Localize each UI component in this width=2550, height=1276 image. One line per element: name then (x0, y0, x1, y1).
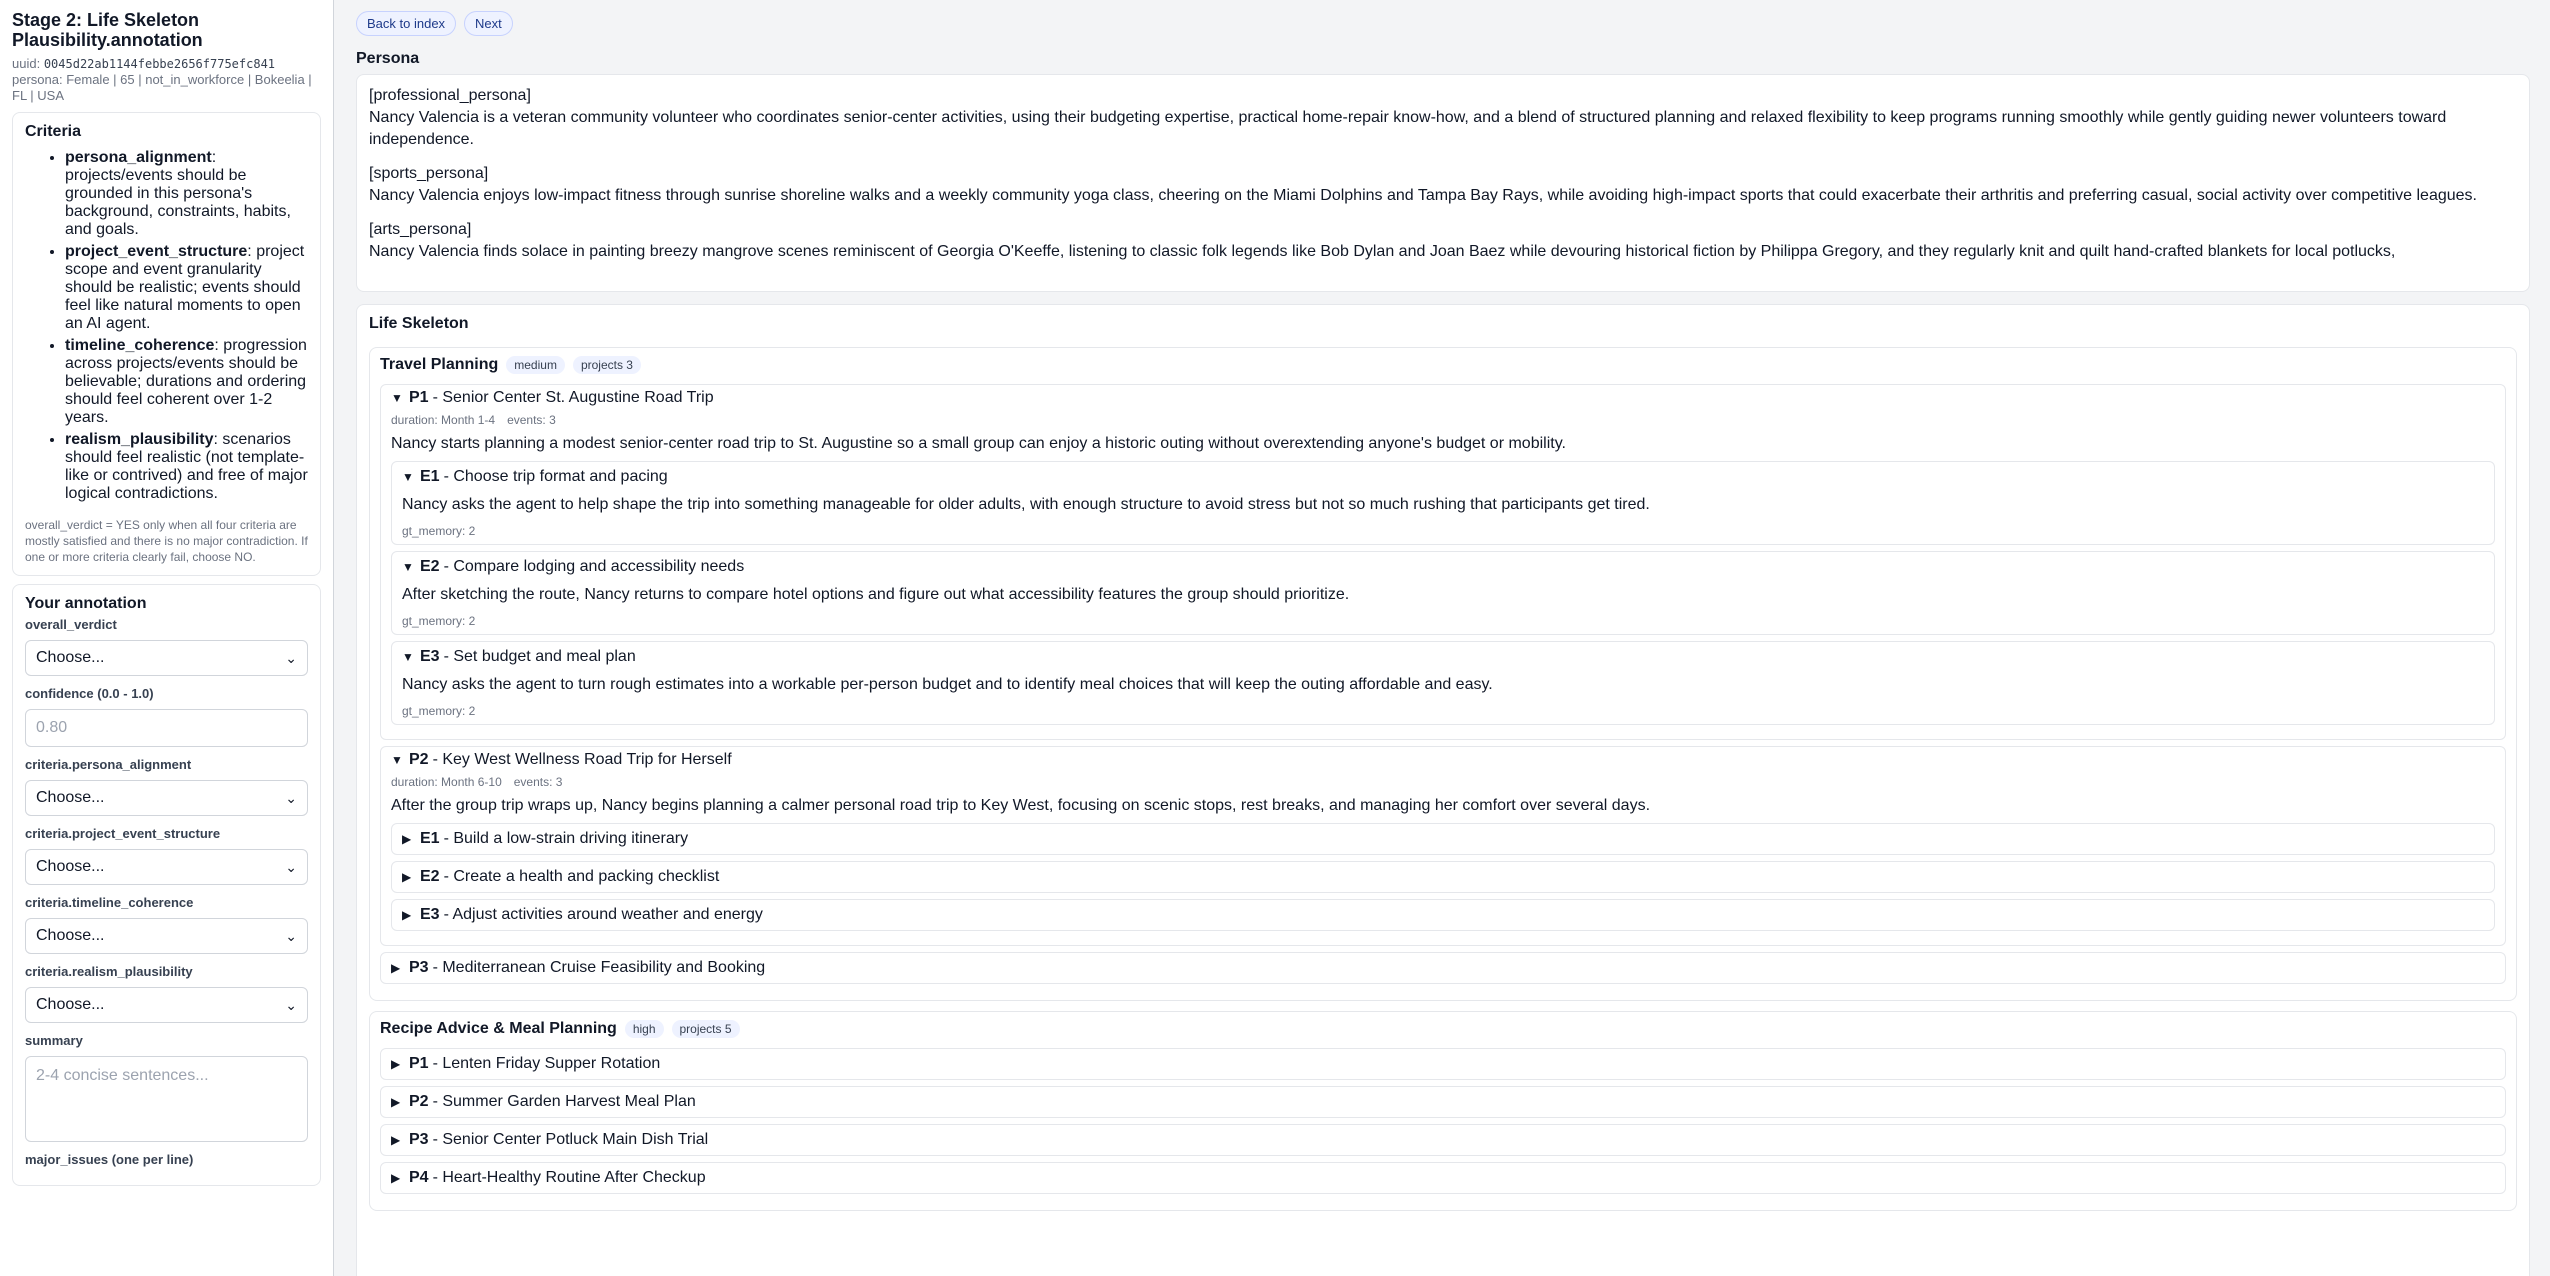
uuid-value: 0045d22ab1144febbe2656f775efc841 (43, 57, 276, 71)
project-event-structure-select[interactable]: Choose... ⌄ (25, 849, 308, 885)
triangle-right-icon: ▶ (402, 908, 412, 922)
criteria-title: Criteria (25, 123, 82, 140)
persona-block: [professional_persona] Nancy Valencia is a veteran community volunteer who coordinates senior-center activities, using their budgeting expertise, practical home-repair know-how, and a blend of structured planning and relaxed flexibility to keep programs running smoothly while gently guiding newer volunteers toward independence. (369, 87, 2447, 148)
event-toggle[interactable]: ▼ E1 - Choose trip format and pacing (402, 468, 668, 485)
realism-plausibility-label: criteria.realism_plausibility (25, 964, 193, 979)
persona-alignment-select[interactable]: Choose... ⌄ (25, 780, 308, 816)
nav-buttons (356, 11, 2530, 36)
persona-block: [sports_persona] Nancy Valencia enjoys low-impact fitness through sunrise shoreline walks and a weekly community yoga class, cheering on the Miami Dolphins and Tampa Bay Rays, while avoiding high-impact sports that could exacerbate their arthritis and preferring casual, social activity over competitive leagues. (369, 165, 2477, 204)
project-event-structure-label: criteria.project_event_structure (25, 826, 221, 841)
event-toggle[interactable]: ▼ E3 - Set budget and meal plan (402, 648, 636, 665)
priority-badge: medium (506, 356, 565, 374)
back-to-index-button[interactable]: Back to index (356, 11, 456, 36)
triangle-right-icon: ▶ (402, 832, 412, 846)
project-card (380, 384, 2506, 740)
event-description: Nancy asks the agent to turn rough estimates into a workable per-person budget and to identify meal choices that will keep the outing affordable and easy. (402, 676, 1493, 693)
event-card (391, 641, 2495, 725)
triangle-down-icon: ▼ (391, 753, 403, 767)
event-card (391, 551, 2495, 635)
project-meta: duration: Month 1-4 events: 3 (391, 413, 556, 427)
group-header (380, 1020, 2506, 1038)
project-toggle[interactable]: ▼ P2 - Key West Wellness Road Trip for Herself (391, 751, 732, 768)
event-card[interactable]: ▶ E2 - Create a health and packing checklist (391, 861, 2495, 893)
group-title: Recipe Advice & Meal Planning (380, 1020, 617, 1037)
criteria-item: • persona_alignment: projects/events should be grounded in this persona's background, constraints, habits, and goals. (65, 149, 308, 239)
triangle-right-icon: ▶ (402, 870, 412, 884)
annotation-card (12, 584, 321, 1186)
event-description: Nancy asks the agent to help shape the trip into something manageable for older adults, with enough structure to avoid stress but not so much rushing that participants get tired. (402, 496, 1650, 513)
overall-verdict-select[interactable]: Choose... ⌄ (25, 640, 308, 676)
chevron-down-icon: ⌄ (285, 996, 297, 1013)
chevron-down-icon: ⌄ (285, 649, 297, 666)
chevron-down-icon: ⌄ (285, 858, 297, 875)
event-toggle[interactable]: ▼ E2 - Compare lodging and accessibility needs (402, 558, 745, 575)
group-title: Travel Planning (380, 356, 499, 373)
priority-badge: high (625, 1020, 664, 1038)
triangle-down-icon: ▼ (402, 470, 414, 484)
persona-title: Persona (356, 50, 420, 67)
project-description: After the group trip wraps up, Nancy begins planning a calmer personal road trip to Key West, focusing on scenic stops, rest breaks, and managing her comfort over several days. (391, 797, 1651, 814)
triangle-right-icon: ▶ (391, 1171, 401, 1185)
project-card (380, 746, 2506, 946)
summary-label: summary (25, 1033, 83, 1048)
triangle-right-icon: ▶ (391, 1095, 401, 1109)
overall-verdict-label: overall_verdict (25, 617, 117, 632)
annotation-title: Your annotation (25, 595, 147, 612)
uuid-line: uuid: 0045d22ab1144febbe2656f775efc841 (12, 56, 276, 71)
triangle-right-icon: ▶ (391, 1133, 401, 1147)
project-card[interactable]: ▶ P1 - Lenten Friday Supper Rotation (380, 1048, 2506, 1080)
page-title: Stage 2: Life Skeleton Plausibility.annotation (12, 10, 203, 50)
projects-badge: projects 3 (573, 356, 641, 374)
gt-memory: gt_memory: 2 (402, 524, 476, 538)
project-description: Nancy starts planning a modest senior-center road trip to St. Augustine so a small group can enjoy a historic outing without overextending anyone's budget or mobility. (391, 435, 1566, 452)
confidence-label: confidence (0.0 - 1.0) (25, 686, 154, 701)
persona-box[interactable] (356, 74, 2530, 292)
timeline-coherence-label: criteria.timeline_coherence (25, 895, 194, 910)
chevron-down-icon: ⌄ (285, 789, 297, 806)
triangle-down-icon: ▼ (402, 560, 414, 574)
gt-memory: gt_memory: 2 (402, 614, 476, 628)
criteria-list (25, 149, 308, 503)
summary-textarea[interactable]: 2-4 concise sentences... (25, 1056, 308, 1142)
criteria-item: • realism_plausibility: scenarios should feel realistic (not template-like or contrived) and free of major logical contradictions. (65, 431, 308, 503)
major-issues-label: major_issues (one per line) (25, 1152, 194, 1167)
persona-line: persona: Female | 65 | not_in_workforce | Bokeelia | FL | USA (12, 72, 312, 103)
realism-plausibility-select[interactable]: Choose... ⌄ (25, 987, 308, 1023)
event-card[interactable]: ▶ E1 - Build a low-strain driving itinerary (391, 823, 2495, 855)
project-meta: duration: Month 6-10 events: 3 (391, 775, 563, 789)
project-card[interactable]: ▶ P2 - Summer Garden Harvest Meal Plan (380, 1086, 2506, 1118)
chevron-down-icon: ⌄ (285, 927, 297, 944)
group-travel-planning (369, 347, 2517, 1001)
confidence-input[interactable]: 0.80 (25, 709, 308, 747)
persona-alignment-label: criteria.persona_alignment (25, 757, 192, 772)
gt-memory: gt_memory: 2 (402, 704, 476, 718)
event-description: After sketching the route, Nancy returns to compare hotel options and figure out what accessibility features the group should prioritize. (402, 586, 1350, 603)
triangle-down-icon: ▼ (402, 650, 414, 664)
triangle-right-icon: ▶ (391, 1057, 401, 1071)
project-toggle[interactable]: ▼ P1 - Senior Center St. Augustine Road Trip (391, 389, 714, 406)
criteria-item: • timeline_coherence: progression across projects/events should be believable; durations and ordering should feel coherent over 1-2 years. (65, 337, 308, 427)
sidebar (0, 0, 334, 1276)
timeline-coherence-select[interactable]: Choose... ⌄ (25, 918, 308, 954)
criteria-item: • project_event_structure: project scope and event granularity should be realistic; events should feel like natural moments to open an AI agent. (65, 243, 308, 333)
persona-block: [arts_persona] Nancy Valencia finds solace in painting breezy mangrove scenes reminiscent of Georgia O'Keeffe, listening to classic folk legends like Bob Dylan and Joan Baez while devouring historical fiction by Philippa Gregory, and they regularly knit and quilt hand-crafted blankets for local potlucks, (369, 221, 2396, 260)
life-skeleton (356, 304, 2530, 1276)
event-card[interactable]: ▶ E3 - Adjust activities around weather and energy (391, 899, 2495, 931)
triangle-down-icon: ▼ (391, 391, 403, 405)
event-card (391, 461, 2495, 545)
verdict-note: overall_verdict = YES only when all four criteria are mostly satisfied and there is no major contradiction. If one or more criteria clearly fail, choose NO. (25, 518, 308, 564)
projects-badge: projects 5 (672, 1020, 740, 1038)
group-header (380, 356, 2506, 374)
group-recipe-advice (369, 1011, 2517, 1211)
life-skeleton-title: Life Skeleton (369, 315, 469, 332)
project-card[interactable]: ▶ P3 - Mediterranean Cruise Feasibility and Booking (380, 952, 2506, 984)
project-card[interactable]: ▶ P3 - Senior Center Potluck Main Dish Trial (380, 1124, 2506, 1156)
project-card[interactable]: ▶ P4 - Heart-Healthy Routine After Checkup (380, 1162, 2506, 1194)
next-button[interactable]: Next (464, 11, 513, 36)
main-content (336, 0, 2550, 1276)
criteria-card (12, 112, 321, 576)
triangle-right-icon: ▶ (391, 961, 401, 975)
